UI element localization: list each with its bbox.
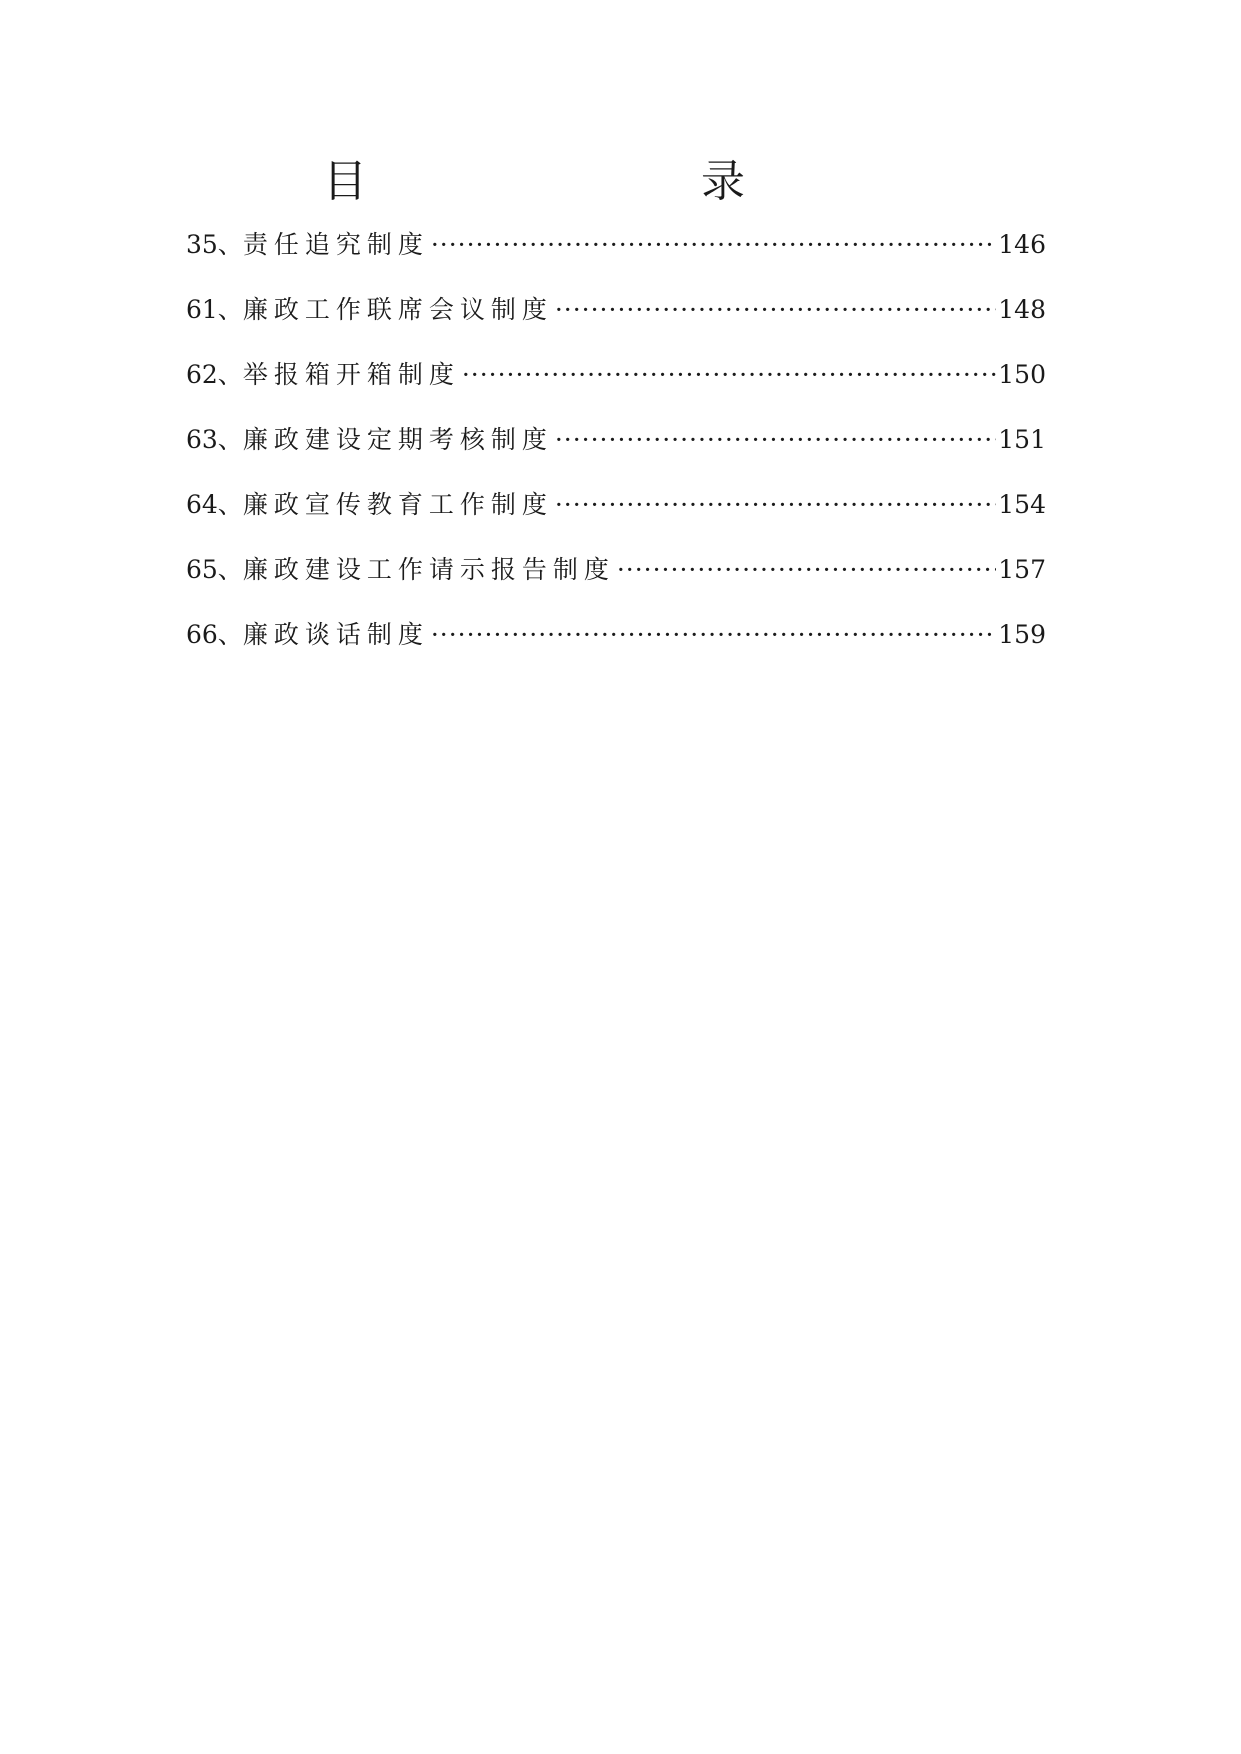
toc-entry-number: 62、 <box>186 360 243 389</box>
toc-entry-page: 146 <box>998 230 1046 259</box>
toc-entry[interactable] <box>186 420 1046 485</box>
toc-entry-page: 157 <box>998 555 1046 584</box>
toc-entry-number: 66、 <box>186 620 243 649</box>
toc-leader-dots <box>431 230 996 259</box>
toc-entry[interactable] <box>186 225 1046 290</box>
toc-leader-dots <box>555 425 996 454</box>
toc-entry-text: 廉政工作联席会议制度 <box>242 295 553 324</box>
toc-entry-text: 廉政谈话制度 <box>242 620 429 649</box>
toc-entry-page: 154 <box>998 490 1046 519</box>
toc-leader-dots <box>431 620 996 649</box>
toc-entry[interactable] <box>186 290 1046 355</box>
toc-entry-number: 63、 <box>186 425 243 454</box>
toc-entry-page: 151 <box>998 425 1046 454</box>
toc-leader-dots <box>617 555 996 584</box>
toc-entry-number: 35、 <box>186 230 243 259</box>
toc-entry-text: 廉政宣传教育工作制度 <box>242 490 553 519</box>
toc-entry-number: 64、 <box>186 490 243 519</box>
toc-leader-dots <box>462 360 996 389</box>
toc-entry-page: 159 <box>998 620 1046 649</box>
toc-leader-dots <box>555 490 996 519</box>
toc-entry-text: 举报箱开箱制度 <box>242 360 460 389</box>
toc-entry-text: 廉政建设定期考核制度 <box>242 425 553 454</box>
toc-leader-dots <box>555 295 996 324</box>
toc-entry-page: 150 <box>998 360 1046 389</box>
toc-entry-page: 148 <box>998 295 1046 324</box>
toc-list <box>186 225 1046 680</box>
toc-entry-text: 廉政建设工作请示报告制度 <box>242 555 615 584</box>
toc-entry-text: 责任追究制度 <box>242 230 429 259</box>
toc-entry-number: 61、 <box>186 295 243 324</box>
toc-entry[interactable] <box>186 355 1046 420</box>
toc-entry[interactable] <box>186 615 1046 680</box>
toc-entry[interactable] <box>186 550 1046 615</box>
toc-entry[interactable] <box>186 485 1046 550</box>
toc-title: 目 录 <box>323 156 827 207</box>
toc-entry-number: 65、 <box>186 555 243 584</box>
